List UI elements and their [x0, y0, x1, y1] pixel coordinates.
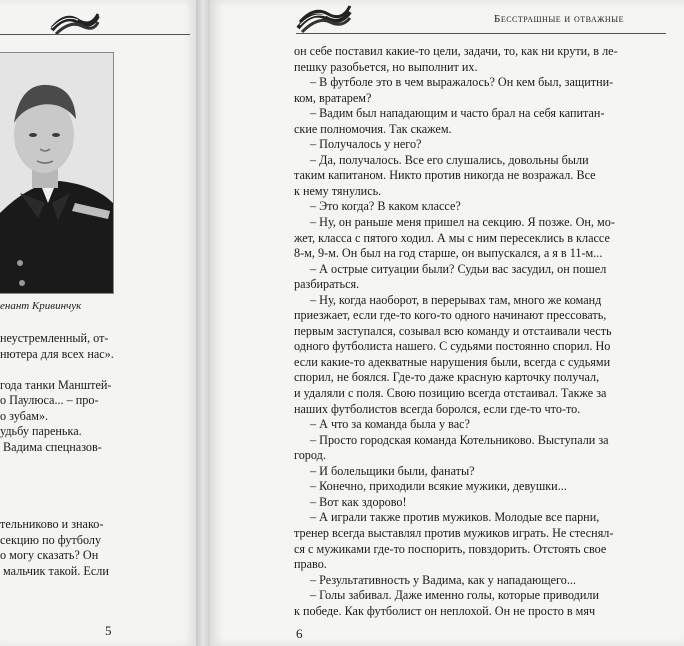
header-rule: [0, 34, 190, 35]
text-line: если какие-то адекватные нарушения были, всегда с судьями: [294, 354, 611, 369]
text-line: – А что за команда была у вас?: [310, 417, 470, 432]
text-line: о Паулюса... – про-: [0, 393, 99, 407]
text-line: – Вот как здорово!: [310, 494, 407, 509]
text-line: наших футболистов всегда боролся, если где-то что-то.: [294, 401, 581, 416]
text-line: – Ну, когда наоборот, в перерывах там, много же команд: [310, 292, 602, 307]
text-line: пешку разобьется, но выполнит их.: [294, 59, 478, 74]
page-number-right: 6: [296, 626, 303, 641]
text-line: ком, вратарем?: [294, 90, 372, 105]
text-line: [0, 362, 185, 378]
text-line: город.: [294, 448, 326, 463]
text-line: тельниково и знако-: [0, 517, 104, 531]
text-line: приезжает, если где-то кого-то одного начинают прессовать,: [294, 308, 607, 323]
text-line: [0, 502, 185, 518]
running-header: Бесстрашные и отважные: [494, 13, 625, 25]
text-line: – А играли также против мужиков. Молодые все парни,: [310, 510, 600, 525]
page-number-left: 5: [105, 623, 112, 638]
text-line: одного футболиста нашего. С судьями постоянно спорил. Но: [294, 339, 611, 354]
header-rule: [296, 33, 666, 34]
text-line: – Вадим был нападающим и часто брал на себя капитан-: [310, 106, 605, 121]
portrait-photo: [0, 52, 114, 294]
text-line: мальчик такой. Если: [0, 563, 109, 578]
text-line: право.: [294, 557, 327, 572]
text-line: – Получалось у него?: [310, 137, 422, 152]
text-line: – Ну, он раньше меня пришел на секцию. Я позже. Он, мо-: [310, 215, 615, 230]
text-line: о могу сказать? Он: [0, 548, 99, 562]
text-line: – Конечно, приходили всякие мужики, девушки...: [310, 479, 567, 494]
text-line: – Результативность у Вадима, как у нападающего...: [310, 572, 576, 587]
text-line: тренер всегда выставлял против мужиков играть. Не стеснял-: [294, 525, 614, 540]
text-line: жет, класса с пятого ходил. А мы с ним пересеклись в классе: [294, 230, 610, 245]
text-line: разбираться.: [294, 277, 360, 292]
text-line: – Да, получалось. Все его слушались, довольны были: [310, 152, 589, 167]
text-line: 8-м, 9-м. Он был на год старше, он выпускался, а я в 11-м...: [294, 246, 603, 261]
text-line: удьбу паренька.: [0, 424, 82, 438]
text-line: он себе поставил какие-то цели, задачи, то, как ни крути, в ле-: [294, 44, 618, 58]
st-george-ribbon-icon: [50, 10, 100, 36]
text-line: ся с мужиками где-то поспорить, повздорить. Отстоять свое: [294, 541, 607, 556]
text-line: Вадима спецназов-: [0, 439, 102, 454]
left-page: [0, 0, 196, 646]
text-line: неустремленный, от-: [0, 331, 109, 345]
text-line: и удаляли с поля. Свою позицию всегда отстаивал. Также за: [294, 386, 607, 401]
text-line: к нему тянулись.: [294, 183, 382, 198]
text-line: – А острые ситуации были? Судьи вас засудил, он пошел: [310, 261, 607, 276]
text-line: [0, 471, 185, 487]
text-line: – Это когда? В каком классе?: [310, 199, 461, 214]
text-line: первым заступался, созывал всю команду и отстаивали честь: [294, 323, 612, 338]
text-line: ские полномочия. Так скажем.: [294, 121, 452, 136]
st-george-ribbon-icon: [296, 4, 352, 34]
text-line: [0, 455, 185, 471]
photo-caption: енант Кривинчук: [0, 300, 82, 312]
text-line: – Голы забивал. Даже именно голы, которые приводили: [310, 588, 599, 603]
text-line: – И болельщики были, фанаты?: [310, 463, 475, 478]
right-page-text: [294, 44, 652, 619]
text-line: нютера для всех нас».: [0, 346, 114, 361]
book-gutter: [196, 0, 210, 646]
right-page: [210, 0, 684, 646]
text-line: спорил, не боялся. Где-то даже красную карточку получал,: [294, 370, 600, 385]
left-page-text: [0, 331, 185, 579]
text-line: года танки Манштей-: [0, 377, 112, 392]
text-line: секцию по футболу: [0, 532, 102, 547]
text-line: – Просто городская команда Котельниково. Выступали за: [310, 432, 609, 447]
text-line: – В футболе это в чем выражалось? Он кем был, защитни-: [310, 75, 614, 90]
text-line: таким капитаном. Никто против никогда не возражал. Все: [294, 168, 596, 183]
text-line: о зубам».: [0, 408, 49, 423]
text-line: к победе. Как футболист он неплохой. Он не просто в мяч: [294, 603, 596, 618]
text-line: [0, 486, 185, 502]
